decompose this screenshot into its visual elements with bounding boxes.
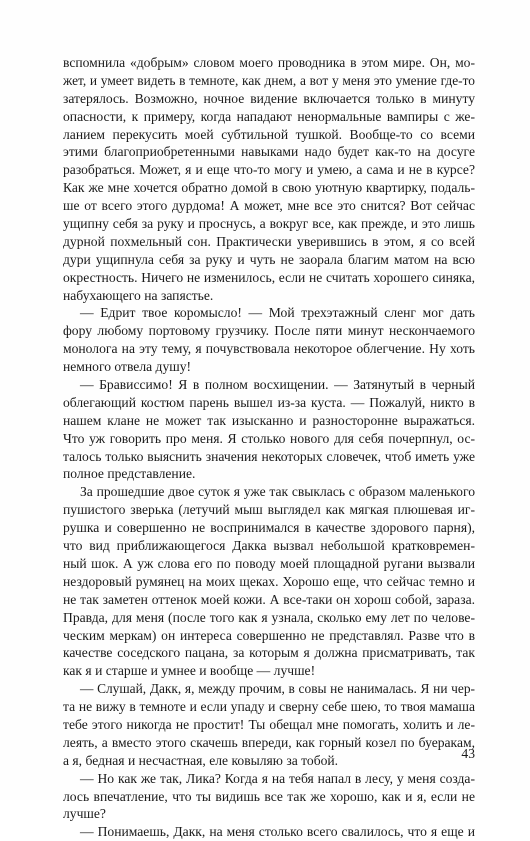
text-line: — Понимаешь, Дакк, на меня столько всего свалилось, что я еще и xyxy=(80,824,475,840)
text-line: вспомнила «добрым» словом моего проводника в этом мире. Он, мо- xyxy=(63,55,475,70)
text-line: тебе этого никогда не простит! Ты обещал мне помогать, холить и ле- xyxy=(63,716,475,732)
text-line: нашем клане не может так изысканно и разносторонне выражаться. xyxy=(63,412,475,428)
text-line: За прошедшие двое суток я уже так свыклась с образом маленького xyxy=(80,484,475,500)
text-line: монолога на эту тему, я почувствовала некоторое облегчение. Ну хоть xyxy=(63,341,475,357)
text-line: Что уж говорить про меня. Я столько нового для себя почерпнул, ос- xyxy=(63,430,475,446)
text-line: пушистого зверька (летучий мыш выглядел как мягкая плюшевая иг- xyxy=(63,502,475,518)
text-line: качестве соседского пацана, за которым я должна присматривать, так xyxy=(63,645,475,661)
text-line: ческим меркам) он интереса совершенно не представлял. Разве что в xyxy=(63,627,475,643)
text-line: этими благоприобретенными навыками надо будет как-то на досуге xyxy=(63,144,475,160)
text-line: опасности, к примеру, когда нападают ненормальные вампиры с же- xyxy=(63,108,475,124)
text-line: окрестность. Ничего не изменилось, если не считать хорошего синяка, xyxy=(63,269,475,285)
text-line: как я и старше и умнее и вообще — лучше! xyxy=(63,663,316,679)
text-line: лось впечатление, что ты видишь все так же хорошо, как и я, если не xyxy=(63,788,475,804)
text-line: ланием перекусить моей субтильной тушкой. Вообще-то со всеми xyxy=(63,126,475,142)
text-line: облегающий костюм парень вышел из-за куста. — Пожалуй, никто в xyxy=(63,394,475,410)
text-line: жет, и умеет видеть в темноте, как днем, а вот у меня это умение где-то xyxy=(63,72,475,88)
text-line: нездоровый румянец на моих щеках. Хорошо еще, что сейчас темно и xyxy=(63,573,475,589)
text-line: — Едрит твое коромысло! — Мой трехэтажный сленг мог дать xyxy=(80,305,475,321)
text-line: леять, а вместо этого скачешь впереди, как горный козел по буеракам, xyxy=(63,734,475,750)
text-line: лучше? xyxy=(63,806,106,822)
text-line: что вид приближающегося Дакка вызвал небольшой кратковремен- xyxy=(63,538,475,554)
text-line: Правда, для меня (после того как я узнала, сколько ему лет по челове- xyxy=(63,609,475,625)
text-line: а я, бедная и несчастная, еле ковыляю за тобой. xyxy=(63,752,339,768)
text-line: дурной похмельный сон. Практически уверившись в этом, я со всей xyxy=(63,233,475,249)
text-line: фору любому портовому грузчику. После пяти минут нескончаемого xyxy=(63,323,475,339)
text-line: та не вижу в темноте и если упаду и сверну себе шею, то твоя мамаша xyxy=(63,699,475,715)
text-line: рушка и совершенно не воспринимался в качестве здорового парня), xyxy=(63,520,475,536)
text-line: Как же мне хочется обратно домой в свою уютную квартирку, подаль- xyxy=(63,180,475,196)
text-line: дури ущипнула себя за руку и чуть не заорала благим матом на всю xyxy=(63,251,475,267)
text-line: — Слушай, Дакк, я, между прочим, в совы не нанималась. Я ни чер- xyxy=(80,681,475,697)
text-line: полное представление. xyxy=(63,466,196,482)
text-line: — Брависсимо! Я в полном восхищении. — Затянутый в черный xyxy=(80,377,475,393)
text-line: разобраться. Может, я и еще что-то могу и умею, а сама и не в курсе? xyxy=(63,162,475,178)
text-line: ный шок. А уж слова его по поводу моей площадной ругани вызвали xyxy=(63,555,475,571)
text-line: немного отвела душу! xyxy=(63,359,192,375)
text-line: — Но как же так, Лика? Когда я на тебя напал в лесу, у меня создa- xyxy=(80,770,475,786)
body-text xyxy=(63,54,475,841)
text-line: набухающего на запястье. xyxy=(63,287,214,303)
text-line: талось только выяснить значения некоторых словечек, чтоб иметь уже xyxy=(63,448,475,464)
text-line: затерялось. Возможно, ночное видение включается только в минуту xyxy=(63,90,475,106)
text-line: не так заметен оттенок моей кожи. А все-таки он хорош собой, зараза. xyxy=(63,591,475,607)
page-number: 43 xyxy=(461,746,475,761)
text-line: ше от всего этого дурдома! А может, мне все это снится? Вот сейчас xyxy=(63,198,475,214)
text-line: ущипну себя за руку и проснусь, а вокруг все, как прежде, и это лишь xyxy=(63,216,475,232)
